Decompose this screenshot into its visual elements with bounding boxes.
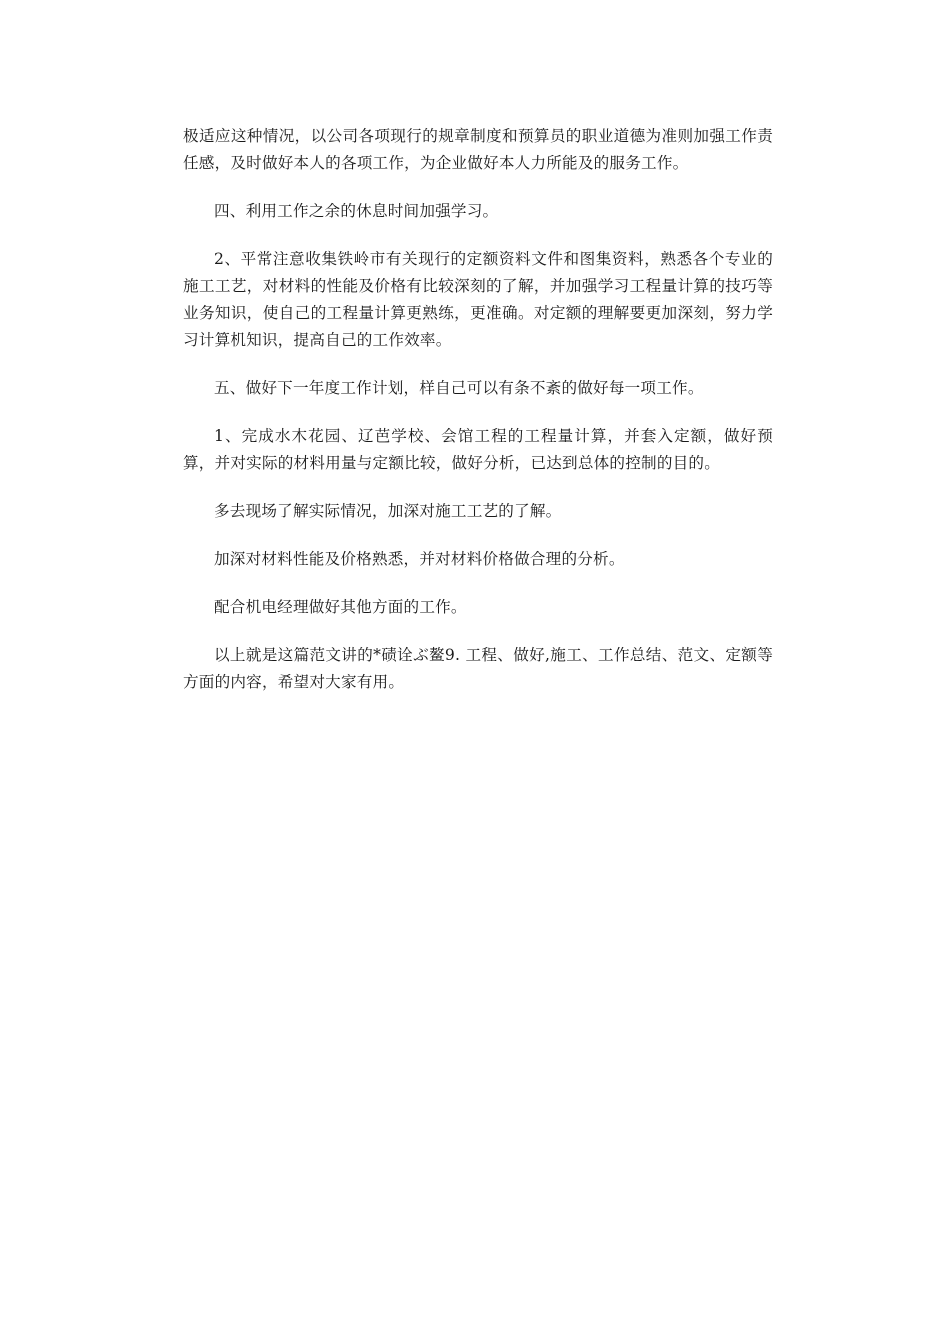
paragraph-5: 1、完成水木花园、辽芭学校、会馆工程的工程量计算，并套入定额，做好预算，并对实际的材料用量与定额比较，做好分析，已达到总体的控制的目的。 (183, 427, 773, 472)
paragraph-3: 2、平常注意收集铁岭市有关现行的定额资料文件和图集资料，熟悉各个专业的施工工艺，对材料的性能及价格有比较深刻的了解，并加强学习工程量计算的技巧等业务知识，使自己的工程量计算更熟练，更准确。对定额的理解要更加深刻，努力学习计算机知识，提高自己的工作效率。 (183, 250, 773, 349)
paragraph-2-heading-study: 四、利用工作之余的休息时间加强学习。 (214, 202, 499, 220)
paragraph-1: 极适应这种情况，以公司各项现行的规章制度和预算员的职业道德为准则加强工作责任感，及时做好本人的各项工作，为企业做好本人力所能及的服务工作。 (183, 127, 773, 172)
document-body (183, 123, 773, 717)
paragraph-6: 多去现场了解实际情况，加深对施工工艺的了解。 (214, 502, 562, 520)
paragraph-8: 配合机电经理做好其他方面的工作。 (214, 598, 467, 616)
paragraph-9-closing: 以上就是这篇范文讲的*碛诠ぶ鳌9. 工程、做好,施工、工作总结、范文、定额等方面的内容，希望对大家有用。 (183, 646, 773, 691)
paragraph-4-heading-plan: 五、做好下一年度工作计划，样自己可以有条不紊的做好每一项工作。 (214, 379, 704, 397)
paragraph-7: 加深对材料性能及价格熟悉，并对材料价格做合理的分析。 (214, 550, 625, 568)
